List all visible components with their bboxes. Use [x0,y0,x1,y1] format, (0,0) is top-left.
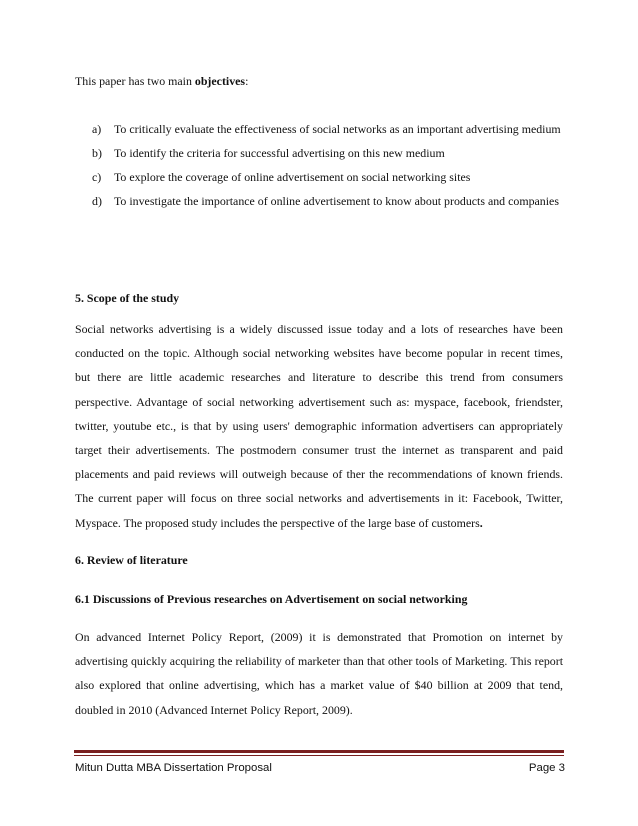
objective-marker: a) [92,122,102,136]
objectives-intro [75,71,565,91]
scope-end-period: . [479,515,483,530]
objective-item [92,167,567,188]
objective-marker: d) [92,194,102,208]
objective-item [92,191,567,212]
objective-marker: c) [92,170,102,184]
objective-item [92,119,567,140]
section-heading-review: 6. Review of literature [75,553,188,567]
objective-marker: b) [92,146,102,160]
scope-paragraph [75,317,563,535]
footer-rule-thin [74,755,564,756]
section-heading-scope: 5. Scope of the study [75,291,180,305]
intro-tail: : [245,74,249,88]
objectives-list [92,119,567,215]
objective-item [92,143,567,164]
footer-rule-thick [74,750,564,753]
objective-text: To critically evaluate the effectiveness of social networks as an important advertising medium [114,122,561,136]
intro-bold: objectives [194,74,246,88]
intro-lead: This paper has two main [75,74,195,88]
page-footer [75,760,565,776]
review-paragraph: On advanced Internet Policy Report, (2009) it is demonstrated that Promotion on internet by advertising quickly acquiring the reliability of marketer than that other tools of Marketing. This report also explored that online advertising, which has a market value of $40 billion at 2009 that tend, doubled in 2010 (Advanced Internet Policy Report, 2009). [75,630,563,717]
footer-title: Mitun Dutta MBA Dissertation Proposal [75,762,272,774]
objective-text: To identify the criteria for successful advertising on this new medium [114,146,445,160]
footer-page-number: Page 3 [528,762,565,774]
scope-body: Social networks advertising is a widely discussed issue today and a lots of researches have been conducted on the topic. Although social networking websites have become popular in recent times, but there are little academic researches and literature to describe this trend from consumers perspective. Advantage of social networking advertisement such as: myspace, facebook, friendster, twitter, youtube etc., is that by using users' demographic information advertisers can appropriately target their advertisements. The postmodern consumer trust the internet as transparent and paid placements and paid reviews will outweigh because of ther the recommendations of known friends. The current paper will focus on three social networks and advertisements in it: Facebook, Twitter, Myspace. The proposed study includes the perspective of the large base of customers [75,322,563,530]
subsection-heading-previous-research: 6.1 Discussions of Previous researches on Advertisement on social networking [75,592,468,606]
objective-text: To investigate the importance of online advertisement to know about products and companies [114,194,559,208]
objective-text: To explore the coverage of online advertisement on social networking sites [114,170,471,184]
